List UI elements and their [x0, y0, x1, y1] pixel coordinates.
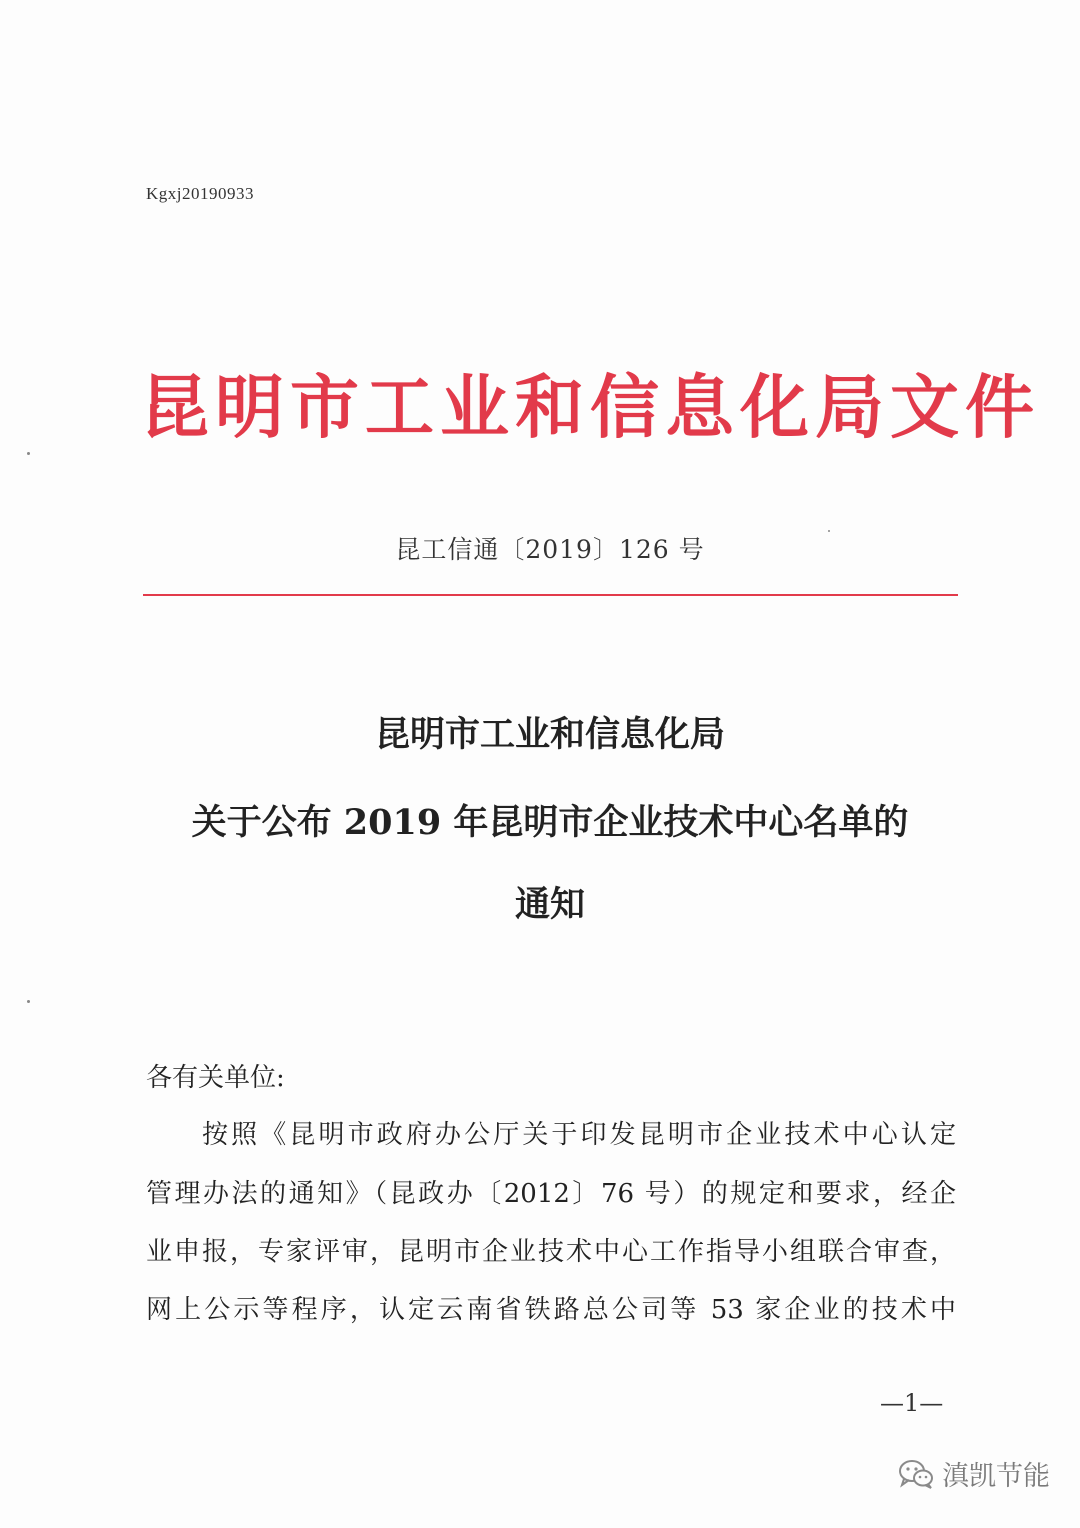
scan-speck	[27, 1000, 30, 1003]
title-line-1: 昆明市工业和信息化局	[374, 714, 725, 755]
body-line-4: 网上公示等程序，认定云南省铁路总公司等 53 家企业的技术中	[146, 1295, 956, 1325]
red-divider-line	[143, 594, 958, 596]
title-line-3: 通知	[514, 884, 585, 925]
page-number: —1—	[880, 1389, 944, 1417]
title-line-2: 关于公布 2019 年昆明市企业技术中心名单的	[191, 802, 909, 843]
watermark-label: 滇凯节能	[942, 1461, 1050, 1492]
body-line-3: 业申报，专家评审，昆明市企业技术中心工作指导小组联合审查，	[146, 1237, 956, 1267]
wechat-watermark	[898, 1454, 1050, 1493]
document-number: 昆工信通〔2019〕126 号	[395, 535, 705, 564]
document-code: Kgxj20190933	[146, 184, 254, 203]
wechat-icon	[898, 1459, 934, 1489]
body-line-1: 按照《昆明市政府办公厅关于印发昆明市企业技术中心认定	[202, 1120, 956, 1150]
salutation: 各有关单位:	[146, 1063, 285, 1093]
issuer-header: 昆明市工业和信息化局文件	[140, 368, 1040, 448]
scan-speck	[27, 452, 30, 455]
body-line-2: 管理办法的通知》（昆政办〔2012〕76 号）的规定和要求，经企	[146, 1179, 956, 1209]
